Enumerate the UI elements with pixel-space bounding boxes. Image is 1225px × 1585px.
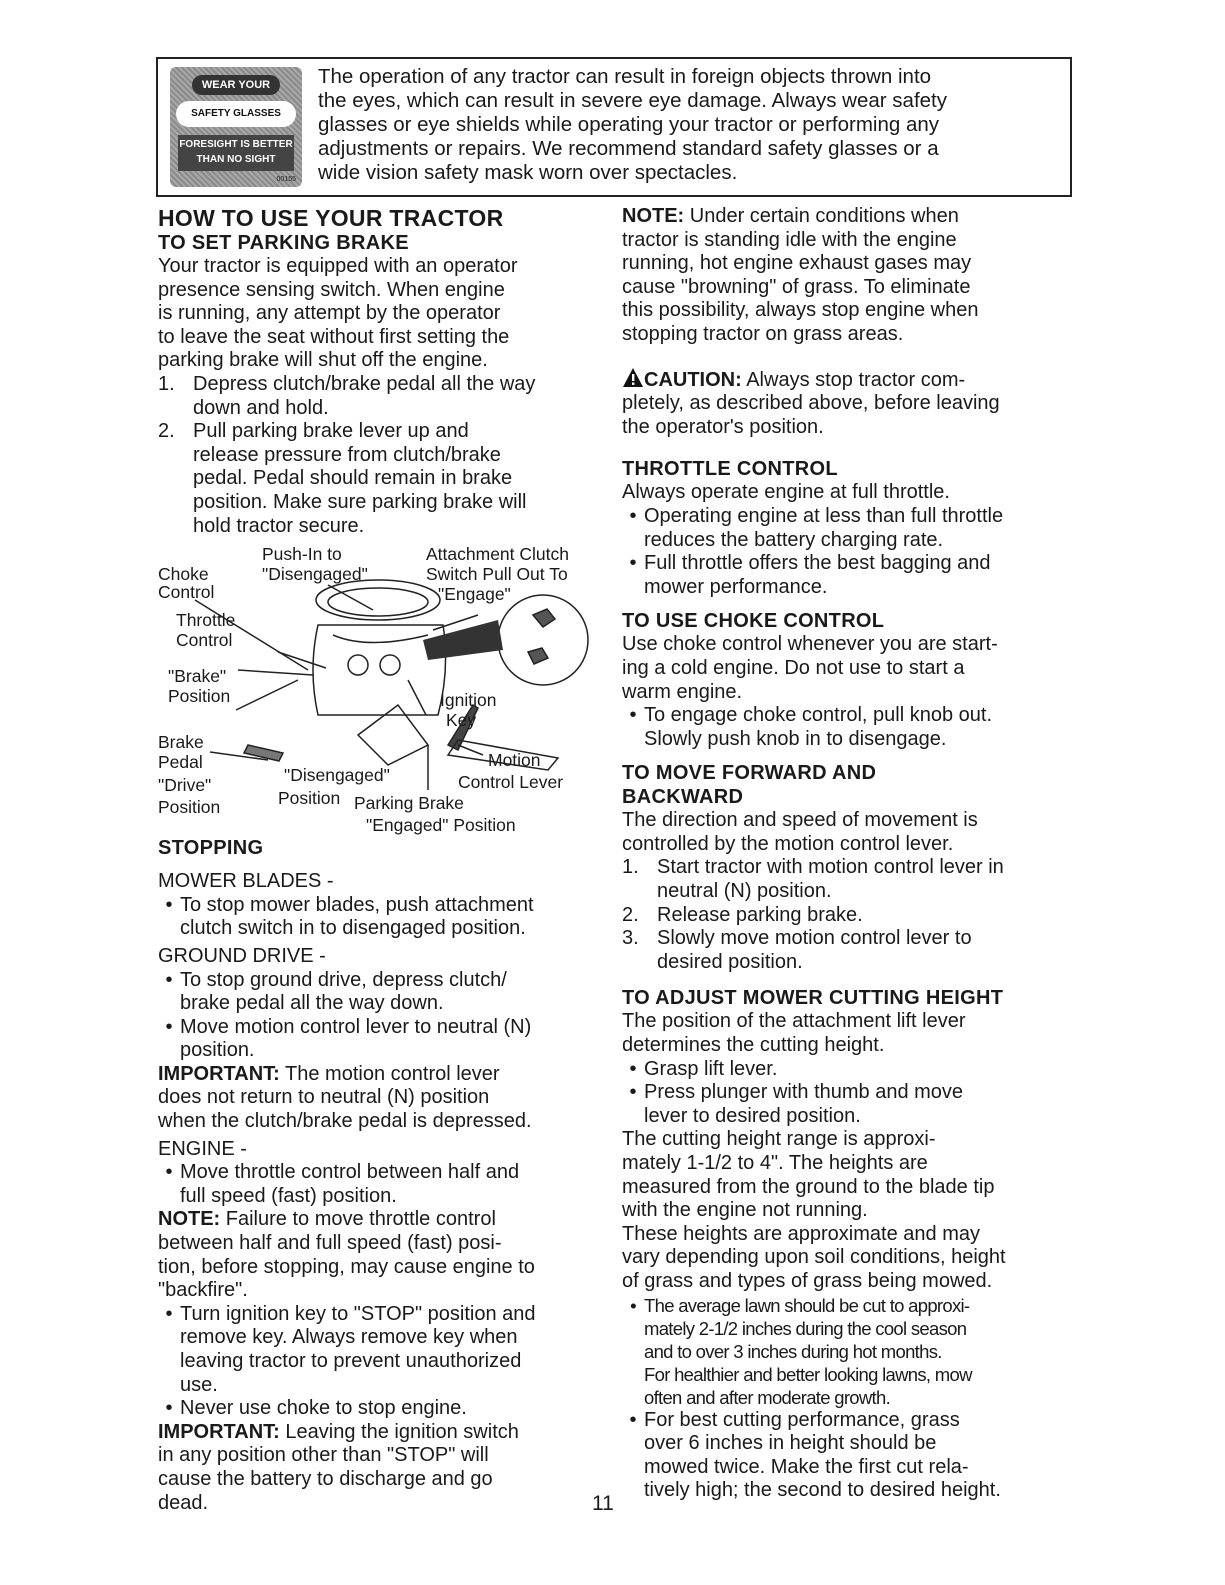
ground-drive-bullet-2: • Move motion control lever to neutral (N) position.	[165, 1015, 532, 1062]
choke-bullet: • To engage choke control, pull knob out. Slowly push knob in to disengage.	[629, 704, 993, 750]
caution-block: CAUTION: Always stop tractor com- pletely, as described above, before leaving the operator's position.	[622, 368, 1000, 438]
important-note-2: IMPORTANT: Leaving the ignition switch in any position other than "STOP" will cause the battery to discharge and go dead.	[158, 1420, 519, 1514]
throttle-bullet-2: • Full throttle offers the best bagging and mower performance.	[629, 552, 991, 598]
parking-step-1: 1. Depress clutch/brake pedal all the way down and hold.	[158, 372, 536, 419]
label-drive-position: Position	[158, 797, 221, 818]
engine-bullet-1: • Move throttle control between half and full speed (fast) position.	[165, 1161, 520, 1207]
choke-heading: TO USE CHOKE CONTROL	[622, 610, 885, 633]
left-column	[158, 205, 598, 1515]
banner-text: The operation of any tractor can result in foreign objects thrown into the eyes, which can result in severe eye damage. Always wear safety glasses or eye shields while operating your tractor or performing any adjustments or repairs. We recommend standard safety glasses or a wide vision safety mask worn over spectacles.	[318, 65, 947, 184]
parking-step-2: 2. Pull parking brake lever up and release pressure from clutch/brake pedal. Pedal should remain in brake position. Make sure parking brake will hold tractor secure.	[158, 420, 527, 537]
label-choke: Choke	[158, 564, 209, 585]
badge-line1: WEAR YOUR	[192, 75, 280, 95]
adjust-height-heading: TO ADJUST MOWER CUTTING HEIGHT	[622, 987, 1004, 1010]
label-throttle: Throttle	[176, 610, 236, 631]
ground-drive-heading: GROUND DRIVE -	[158, 944, 326, 967]
safety-banner	[156, 57, 1072, 197]
label-control-lever: Control Lever	[458, 772, 564, 793]
label-choke-control: Control	[158, 582, 215, 603]
stopping-heading: STOPPING	[158, 837, 264, 860]
section-title: HOW TO USE YOUR TRACTOR	[158, 205, 504, 231]
label-engaged-position: "Engaged" Position	[366, 815, 516, 836]
label-brake-position-2: Position	[168, 686, 231, 707]
move-heading: TO MOVE FORWARD AND BACKWARD	[622, 762, 877, 809]
page-number: 11	[592, 1492, 614, 1515]
throttle-heading: THROTTLE CONTROL	[622, 458, 838, 481]
exhaust-note: NOTE: Under certain conditions when tractor is standing idle with the engine running, hot engine exhaust gases may cause "browning" of grass. To eliminate this possibility, always stop engine when stopping tractor on grass areas.	[622, 205, 979, 345]
move-step-3: 3. Slowly move motion control lever to desired position.	[622, 927, 972, 973]
choke-text: Use choke control whenever you are start- ing a cold engine. Do not use to start a warm engine.	[622, 633, 998, 703]
engine-note: NOTE: Failure to move throttle control between half and full speed (fast) posi- tion, before stopping, may cause engine to "backfire".	[158, 1208, 535, 1302]
engine-bullet-3: • Never use choke to stop engine.	[165, 1397, 467, 1420]
engine-heading: ENGINE -	[158, 1137, 247, 1160]
label-engage: "Engage"	[438, 584, 511, 605]
label-brake-pedal-2: Pedal	[158, 752, 203, 773]
adjust-bullet-4: • For best cutting performance, grass over 6 inches in height should be mowed twice. Make the first cut rela- tively high; the second to desired height.	[629, 1408, 1001, 1502]
label-disengaged-position: Position	[278, 788, 341, 809]
move-text: The direction and speed of movement is controlled by the motion control lever.	[622, 809, 978, 855]
adjust-text-2: The cutting height range is approxi- mately 1-1/2 to 4". The heights are measured from the ground to the blade tip with the engine not running. These heights are approximate and may vary depending upon soil conditions, height of grass and types of grass being mowed.	[622, 1128, 1006, 1292]
label-parking-brake: Parking Brake	[354, 793, 464, 814]
right-column	[622, 205, 1062, 1503]
mower-blades-heading: MOWER BLADES -	[158, 870, 334, 893]
throttle-bullet-1: • Operating engine at less than full throttle reduces the battery charging rate.	[629, 504, 1004, 551]
label-brake-pedal: Brake	[158, 732, 204, 753]
label-disengaged: "Disengaged"	[284, 765, 390, 786]
adjust-bullet-2: • Press plunger with thumb and move lever to desired position.	[629, 1081, 964, 1127]
mower-blades-bullet: • To stop mower blades, push attachment clutch switch in to disengaged position.	[165, 893, 534, 940]
label-brake-position: "Brake"	[168, 666, 227, 687]
label-ignition-key: Key	[446, 710, 477, 731]
adjust-bullet-3: • The average lawn should be cut to approxi- mately 2-1/2 inches during the cool season and to over 3 inches during hot months. For healthier and better looking lawns, mow often and after moderate growth.	[630, 1294, 972, 1408]
label-motion: Motion	[488, 750, 541, 771]
badge-code: 00155	[276, 176, 296, 183]
ground-drive-bullet-1: • To stop ground drive, depress clutch/ brake pedal all the way down.	[165, 968, 507, 1015]
important-note-1: IMPORTANT: The motion control lever does not return to neutral (N) position when the clutch/brake pedal is depressed.	[158, 1062, 532, 1133]
label-attachment-clutch: Attachment Clutch	[426, 544, 569, 565]
adjust-text: The position of the attachment lift lever determines the cutting height.	[622, 1010, 966, 1057]
throttle-text: Always operate engine at full throttle.	[622, 481, 950, 504]
label-push-in-disengaged: "Disengaged"	[262, 564, 368, 585]
move-step-2: 2. Release parking brake.	[622, 903, 863, 926]
adjust-bullet-1: • Grasp lift lever.	[629, 1057, 778, 1080]
parking-text: Your tractor is equipped with an operator presence sensing switch. When engine is running, any attempt by the operator to leave the seat without first setting the parking brake will shut off the engine.	[158, 255, 518, 372]
label-drive: "Drive"	[158, 775, 212, 796]
label-switch-pull-out: Switch Pull Out To	[426, 564, 568, 585]
caution-triangle-icon	[622, 367, 644, 389]
safety-glasses-badge-icon	[170, 67, 302, 187]
move-step-1: 1. Start tractor with motion control lever in neutral (N) position.	[622, 856, 1004, 903]
label-push-in: Push-In to	[262, 544, 342, 565]
badge-line2: SAFETY GLASSES	[176, 101, 296, 127]
parking-brake-heading: TO SET PARKING BRAKE	[158, 232, 409, 254]
tractor-controls-diagram	[158, 540, 598, 840]
badge-line3: FORESIGHT IS BETTER THAN NO SIGHT	[178, 135, 294, 171]
label-throttle-control: Control	[176, 630, 233, 651]
engine-bullet-2: • Turn ignition key to "STOP" position and remove key. Always remove key when leaving tractor to prevent unauthorized use.	[165, 1302, 536, 1396]
label-ignition: Ignition	[440, 690, 497, 711]
